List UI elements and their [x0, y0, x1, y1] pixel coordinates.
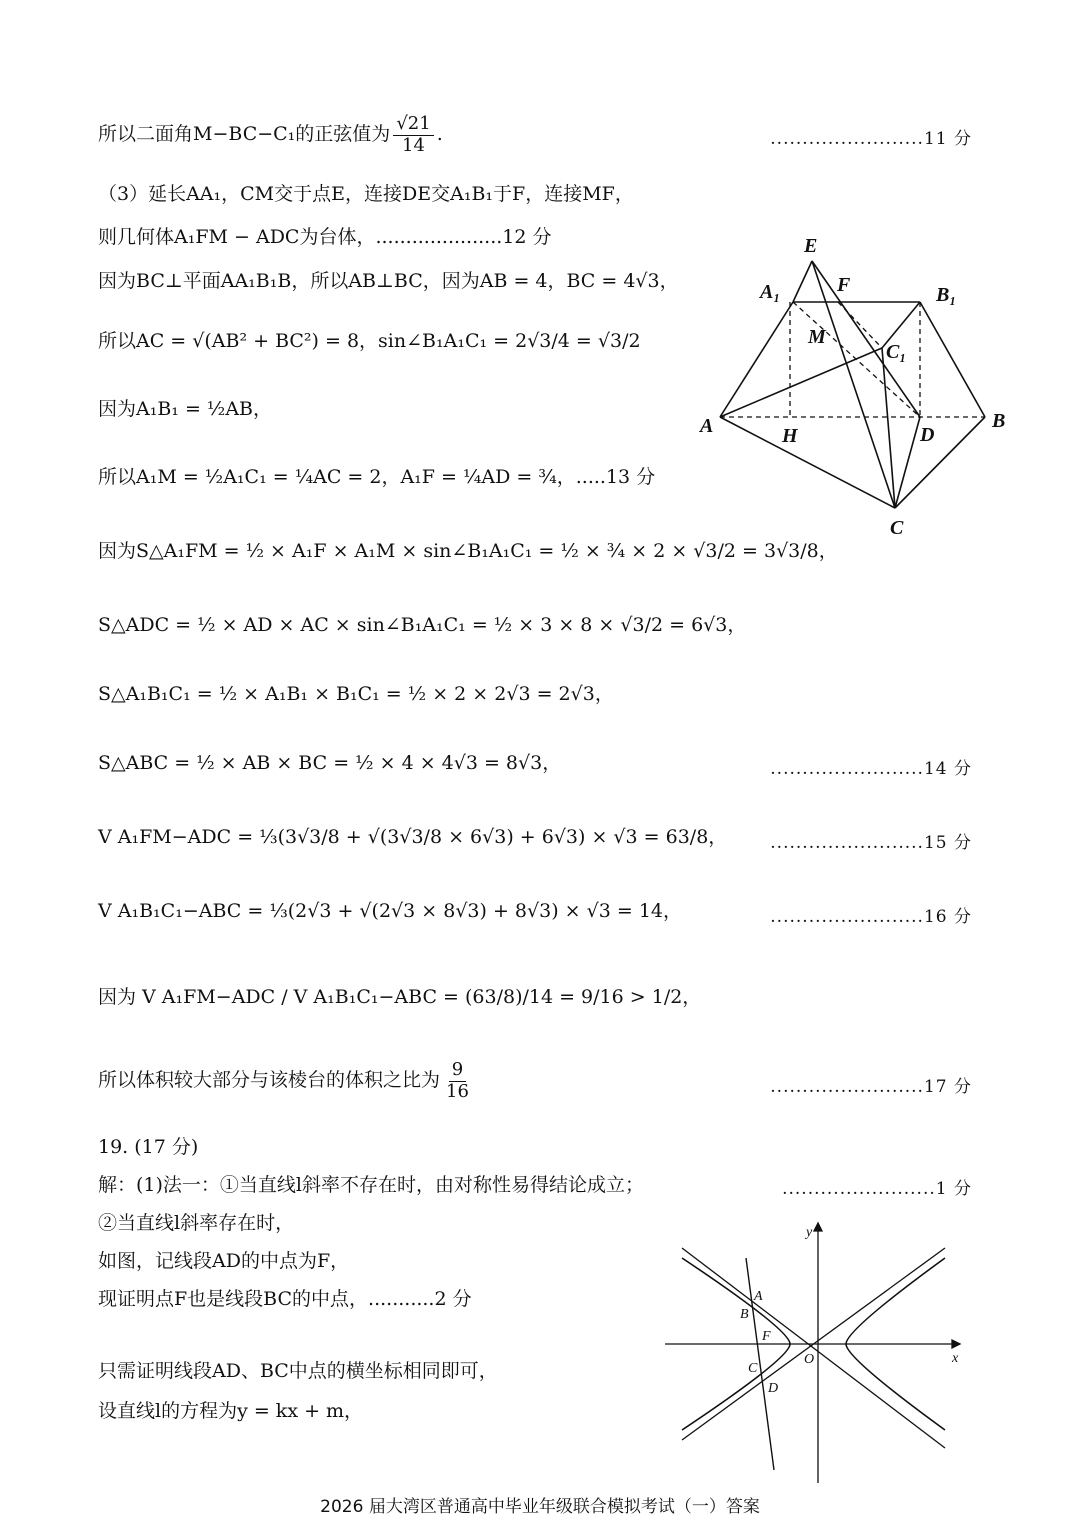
label-E: E: [804, 235, 818, 257]
fraction-9-16: $\frac{9}{16}$: [446, 1059, 469, 1102]
label-D: D: [768, 1381, 779, 1396]
line-ac-sin: 所以AC = √(AB² + BC²) = 8，sin∠B₁A₁C₁ = 2√3/4 = √3/2: [98, 330, 641, 352]
score-15: ........................15 分: [770, 833, 972, 853]
line-area-adc: S△ADC = ½ × AD × AC × sin∠B₁A₁C₁ = ½ × 3 × 8 × √3/2 = 6√3，: [98, 614, 747, 636]
label-B: B: [740, 1307, 749, 1322]
edge-ed: [812, 261, 920, 417]
label-M: M: [808, 326, 826, 348]
label-B1: B₁: [936, 284, 957, 306]
line-volume-total: V A₁B₁C₁−ABC = ⅓(2√3 + √(2√3 × 8√3) + 8√3) × √3 = 14，: [98, 900, 682, 922]
fraction-sqrt21-14: $\frac{√21}{14}$: [393, 114, 433, 156]
asymptote-1: [682, 1248, 945, 1448]
page-footer: 2026 届大湾区普通高中毕业年级联合模拟考试（一）答案: [320, 1497, 760, 1517]
edge-cb: [895, 417, 985, 508]
edge-fc1-hidden: [838, 302, 882, 348]
line-area-a1b1c1: S△A₁B₁C₁ = ½ × A₁B₁ × B₁C₁ = ½ × 2 × 2√3 = 2√3，: [98, 683, 614, 705]
score-17: ........................17 分: [770, 1077, 972, 1097]
label-y: y: [806, 1225, 813, 1240]
edge-aa1: [720, 302, 793, 417]
edge-b1b: [920, 302, 985, 417]
label-A: A: [754, 1289, 763, 1304]
label-A: A: [700, 415, 714, 437]
line-frustum: 则几何体A₁FM − ADC为台体，.....................12 分: [98, 226, 552, 248]
label-B: B: [992, 410, 1006, 432]
line-q19-header: 19. (17 分): [98, 1136, 199, 1158]
label-C: C: [890, 517, 904, 539]
label-x: x: [952, 1351, 959, 1366]
frustum-figure: [690, 225, 1040, 550]
line-ratio-conclusion: 所以体积较大部分与该棱台的体积之比为 $\frac{9}{16}$: [98, 1060, 475, 1102]
label-C1: C₁: [886, 341, 907, 363]
line-q19-equation: 设直线l的方程为y = kx + m，: [98, 1400, 364, 1422]
label-O: O: [804, 1352, 815, 1367]
label-F: F: [762, 1329, 771, 1344]
line-a1m-a1f: 所以A₁M = ½A₁C₁ = ¼AC = 2，A₁F = ¼AD = ¾，.....13 分: [98, 466, 656, 488]
line-q19-midpoint: 如图，记线段AD的中点为F，: [98, 1250, 350, 1272]
line-area-abc: S△ABC = ½ × AB × BC = ½ × 4 × 4√3 = 8√3，: [98, 752, 562, 774]
label-H: H: [782, 425, 798, 447]
line-q19-case1: 解：(1)法一：①当直线l斜率不存在时，由对称性易得结论成立；: [98, 1174, 644, 1196]
line-bc-perp: 因为BC⊥平面AA₁B₁B，所以AB⊥BC，因为AB = 4，BC = 4√3，: [98, 270, 679, 292]
edge-ac1: [720, 348, 882, 417]
score-1: ........................1 分: [782, 1179, 972, 1199]
label-D: D: [920, 424, 935, 446]
score-11: ........................11 分: [770, 129, 972, 149]
line-a1b1-half: 因为A₁B₁ = ½AB，: [98, 398, 273, 420]
line-part3-extend: （3）延长AA₁，CM交于点E，连接DE交A₁B₁于F，连接MF，: [98, 183, 634, 205]
line-volume-small: V A₁FM−ADC = ⅓(3√3/8 + √(3√3/8 × 6√3) + 6√3) × √3 = 63/8，: [98, 826, 728, 848]
label-F: F: [837, 274, 851, 296]
line-q19-abscissa: 只需证明线段AD、BC中点的横坐标相同即可，: [98, 1360, 498, 1382]
edge-a1e: [793, 261, 812, 302]
label-C: C: [748, 1361, 758, 1376]
score-16: ........................16 分: [770, 907, 972, 927]
line-volume-ratio: 因为 V A₁FM−ADC / V A₁B₁C₁−ABC = (63/8)/14 = 9/16 > 1/2，: [98, 986, 702, 1008]
label-A1: A₁: [760, 281, 781, 303]
hyperbola-figure: [660, 1218, 970, 1488]
line-q19-case2: ②当直线l斜率存在时，: [98, 1212, 295, 1234]
line-sine-conclusion: 所以二面角M−BC−C₁的正弦值为 $\frac{√21}{14}$ .: [98, 113, 443, 156]
score-14: ........................14 分: [770, 759, 972, 779]
line-q19-prove: 现证明点F也是线段BC的中点，...........2 分: [98, 1288, 472, 1310]
x-axis-arrow: [952, 1340, 960, 1348]
line-area-a1fm: 因为S△A₁FM = ½ × A₁F × A₁M × sin∠B₁A₁C₁ = ½ × ¾ × 2 × √3/2 = 3√3/8，: [98, 540, 838, 562]
y-axis-arrow: [814, 1223, 822, 1231]
